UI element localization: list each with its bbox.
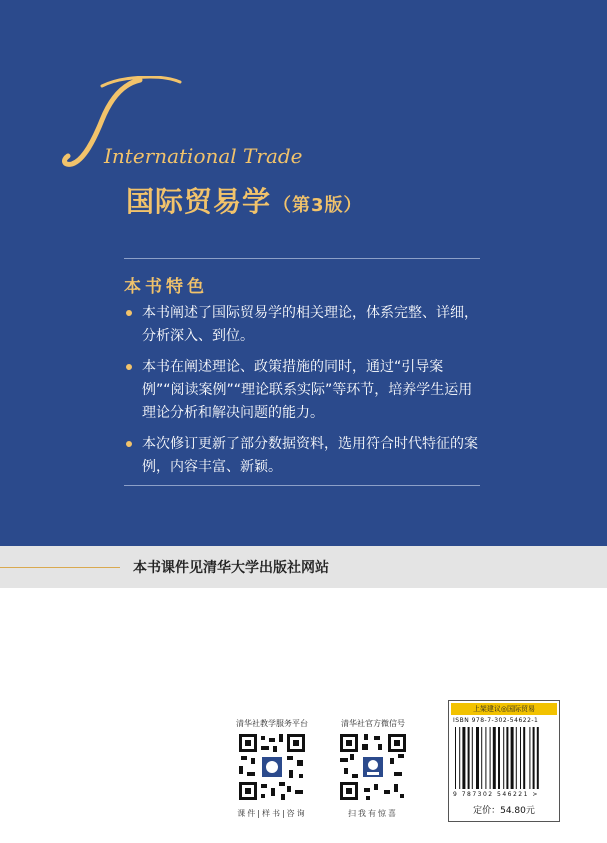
features-list [124,302,484,487]
bullet-icon [126,310,132,316]
barcode-bar [537,727,539,789]
barcode-bar [498,727,500,789]
barcode-digits: 9 787302 546221 > [453,791,539,798]
barcode-bar [455,727,456,789]
qr-code-icon[interactable] [338,732,408,802]
barcode-bar [503,727,504,789]
divider-bottom [124,485,480,486]
barcode-bar [523,727,525,789]
barcode-bar [506,727,508,789]
courseware-band [0,546,607,588]
qr-teaching-platform [232,718,312,819]
barcode-bar [520,727,521,789]
title-logo [62,76,332,176]
qr-code-icon[interactable] [237,732,307,802]
feature-text: 本次修订更新了部分数据资料，选用符合时代特征的案例，内容丰富、新颖。 [142,436,478,475]
barcode-bar [516,727,517,789]
barcode-bar [476,727,479,789]
bullet-icon [126,364,132,370]
qr-official-wechat [333,718,413,819]
barcode-bar [481,727,482,789]
feature-item [124,356,484,425]
feature-item [124,433,484,479]
qr-caption: 清华社官方微信号 [341,719,405,728]
features-heading: 本书特色 [124,277,208,297]
shelf-tag: 上架建议◎国际贸易 [451,703,557,715]
qr-caption: 清华社教学服务平台 [236,719,308,728]
bullet-icon [126,441,132,447]
qr-bottom-caption: 扫我有惊喜 [348,809,398,818]
qr-bottom-caption: 课件|样书|咨询 [237,809,307,818]
feature-text: 本书阐述了国际贸易学的相关理论，体系完整、详细，分析深入、到位。 [142,305,478,344]
price-label: 定价：54.80元 [473,806,535,816]
chinese-title [126,180,363,220]
barcode-bar [459,727,460,789]
isbn-text: ISBN 978-7-302-54622-1 [453,717,539,724]
barcode-bar [490,727,491,789]
barcode-icon [455,727,553,789]
courseware-notice: 本书课件见清华大学出版社网站 [133,560,329,576]
feature-item [124,302,484,348]
barcode-bar [468,727,470,789]
barcode-bar [462,727,465,789]
barcode-bar [472,727,473,789]
isbn-barcode-box [448,700,560,822]
barcode-bar [511,727,514,789]
band-accent-line [0,567,120,568]
barcode-bar [529,727,530,789]
barcode-bar [533,727,535,789]
feature-text: 本书在阐述理论、政策措施的同时，通过“引导案例”“阅读案例”“理论联系实际”等环节，培养学生运用理论分析和解决问题的能力。 [142,359,473,421]
barcode-bar [485,727,486,789]
barcode-bar [493,727,496,789]
chinese-title-text: 国际贸易学 [126,185,272,218]
edition-label: （第3版） [273,195,363,216]
divider-top [124,258,480,259]
english-title: International Trade [104,144,303,168]
